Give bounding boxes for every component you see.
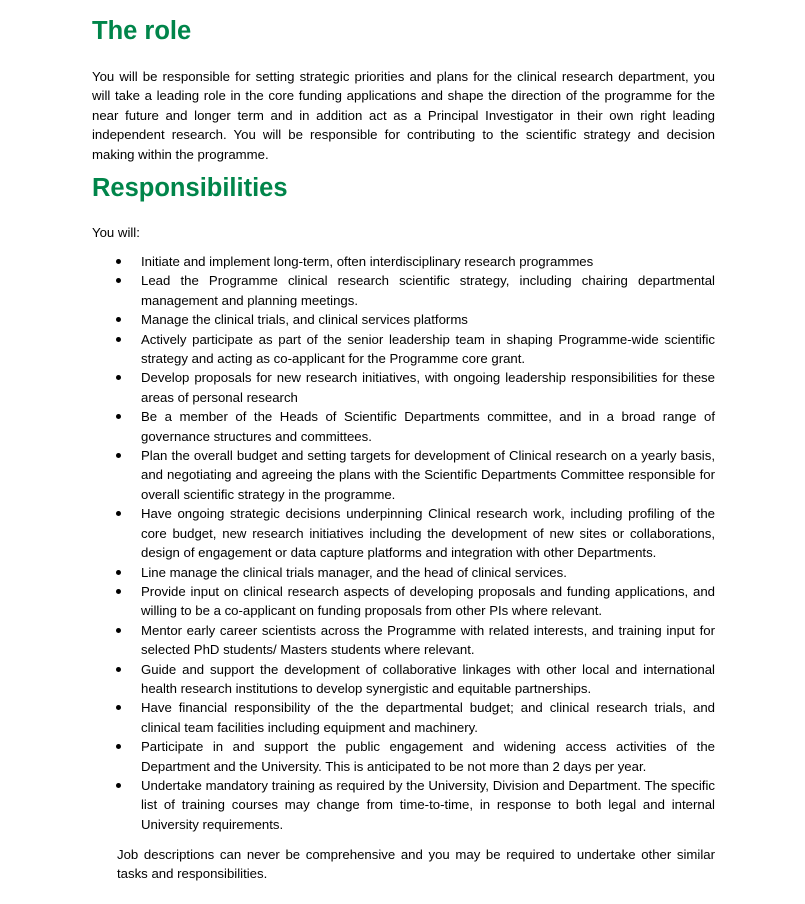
list-item-text: Have ongoing strategic decisions underpinning Clinical research work, including profiling of the core budget, new research initiatives including the development of new sites or collaborations, design of engagement or data capture platforms and integration with other Departments.: [141, 506, 715, 561]
list-item-text: Participate in and support the public engagement and widening access activities of the Department and the University. This is anticipated to be not more than 2 days per year.: [141, 739, 715, 774]
list-item-text: Guide and support the development of collaborative linkages with other local and international health research institutions to develop synergistic and equitable partnerships.: [141, 661, 715, 696]
bullet-icon: [116, 511, 121, 516]
list-item: [92, 737, 715, 776]
bullet-icon: [116, 259, 121, 264]
bullet-icon: [116, 628, 121, 633]
bullet-icon: [116, 317, 121, 322]
list-item: [92, 368, 715, 407]
bullet-icon: [116, 414, 121, 419]
bullet-icon: [116, 375, 121, 380]
role-heading: The role: [92, 17, 192, 45]
list-item: [92, 407, 715, 446]
list-item-text: Mentor early career scientists across the Programme with related interests, and training input for selected PhD students/ Masters students where relevant.: [141, 622, 715, 658]
list-item-text: Initiate and implement long-term, often interdisciplinary research programmes: [141, 254, 594, 269]
list-item-text: Plan the overall budget and setting targets for development of Clinical research on a yearly basis, and negotiating and agreeing the plans with the Scientific Departments Committee responsible for overall scientific strategy in the programme.: [141, 448, 715, 502]
list-item-text: Line manage the clinical trials manager, and the head of clinical services.: [141, 564, 567, 580]
list-item: [92, 252, 715, 271]
responsibilities-heading: Responsibilities: [92, 174, 288, 202]
list-item-text: Provide input on clinical research aspects of developing proposals and funding applications, and willing to be a co-applicant on funding proposals from other PIs where relevant.: [141, 583, 715, 619]
responsibilities-list: [92, 252, 715, 834]
bullet-icon: [116, 783, 121, 788]
responsibilities-intro: You will:: [92, 225, 140, 240]
bullet-icon: [116, 589, 121, 594]
list-item: [92, 330, 715, 369]
list-item: [92, 582, 715, 621]
role-paragraph: You will be responsible for setting strategic priorities and plans for the clinical research department, you will take a leading role in the core funding applications and shape the direction of the programme for the near future and longer term and in addition act as a Principal Investigator in their own right leading independent research. You will be responsible for contributing to the scientific strategy and decision making within the programme.: [92, 69, 715, 162]
bullet-icon: [116, 337, 121, 342]
list-item: [92, 621, 715, 660]
closing-paragraph: Job descriptions can never be comprehensive and you may be required to undertake other similar tasks and responsibilities.: [117, 847, 715, 882]
list-item-text: Undertake mandatory training as required by the University, Division and Department. The specific list of training courses may change from time-to-time, in response to both legal and internal University requirements.: [141, 777, 715, 832]
bullet-icon: [116, 667, 121, 672]
bullet-icon: [116, 453, 121, 458]
list-item-text: Manage the clinical trials, and clinical services platforms: [141, 312, 468, 328]
list-item: [92, 698, 715, 737]
list-item-text: Be a member of the Heads of Scientific Departments committee, and in a broad range of governance structures and committees.: [141, 409, 715, 444]
list-item-text: Actively participate as part of the senior leadership team in shaping Programme-wide scientific strategy and acting as co-applicant for the Programme core grant.: [141, 331, 715, 367]
list-item-text: Have financial responsibility of the the departmental budget; and clinical research trials, and clinical team facilities including equipment and machinery.: [141, 700, 715, 735]
list-item: [92, 310, 715, 329]
list-item: [92, 271, 715, 310]
list-item: [92, 446, 715, 504]
bullet-icon: [116, 744, 121, 749]
bullet-icon: [116, 705, 121, 710]
list-item-text: Lead the Programme clinical research scientific strategy, including chairing departmental management and planning meetings.: [141, 273, 715, 308]
bullet-icon: [116, 278, 121, 283]
list-item-text: Develop proposals for new research initiatives, with ongoing leadership responsibilities for these areas of personal research: [141, 370, 715, 405]
list-item: [92, 563, 715, 582]
bullet-icon: [116, 570, 121, 575]
list-item: [92, 504, 715, 562]
list-item: [92, 660, 715, 699]
list-item: [92, 776, 715, 834]
